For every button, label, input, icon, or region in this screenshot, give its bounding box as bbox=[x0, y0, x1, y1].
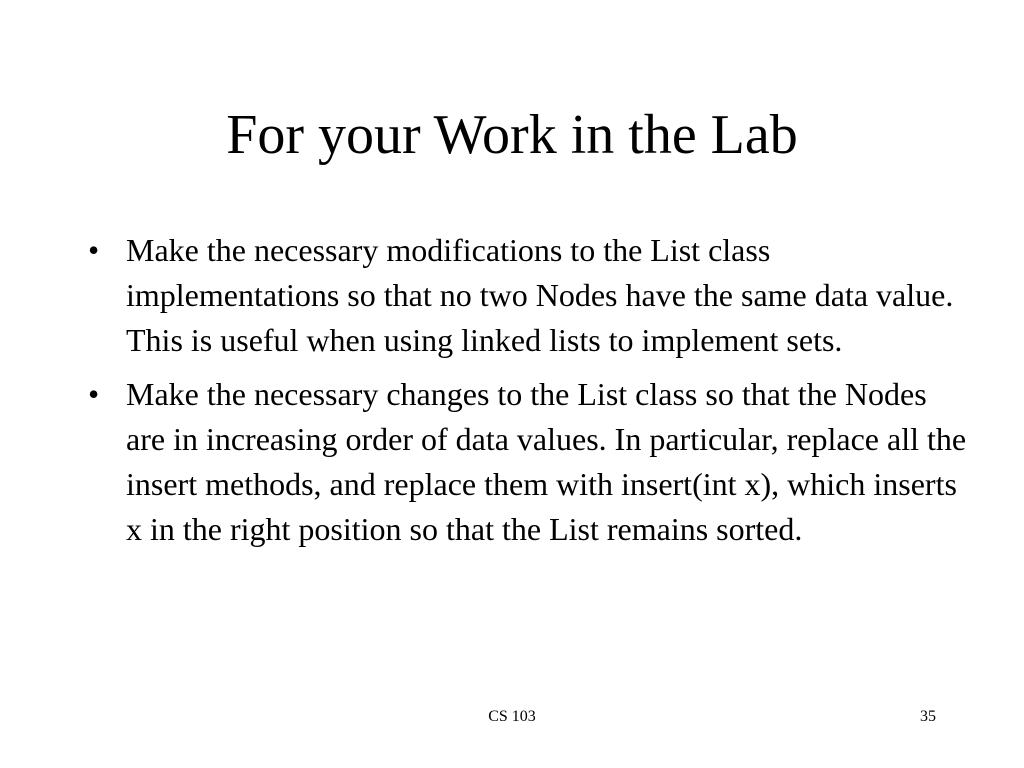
bullet-item bbox=[88, 228, 968, 363]
footer-page-number: 35 bbox=[920, 708, 936, 725]
footer-course: CS 103 bbox=[488, 708, 536, 725]
bullet-icon: • bbox=[88, 376, 100, 412]
slide-title: For your Work in the Lab bbox=[226, 104, 798, 166]
bullet-item bbox=[88, 372, 968, 552]
bullet-list bbox=[88, 228, 968, 561]
bullet-icon: • bbox=[88, 232, 100, 268]
bullet-text: Make the necessary modifications to the List class implementations so that no two Nodes have the same data value. This is useful when using linked lists to implement sets. bbox=[126, 232, 954, 358]
bullet-text: Make the necessary changes to the List class so that the Nodes are in increasing order of data values. In particular, replace all the insert methods, and replace them with insert(int x), which inserts x in the right position so that the List remains sorted. bbox=[126, 376, 967, 547]
